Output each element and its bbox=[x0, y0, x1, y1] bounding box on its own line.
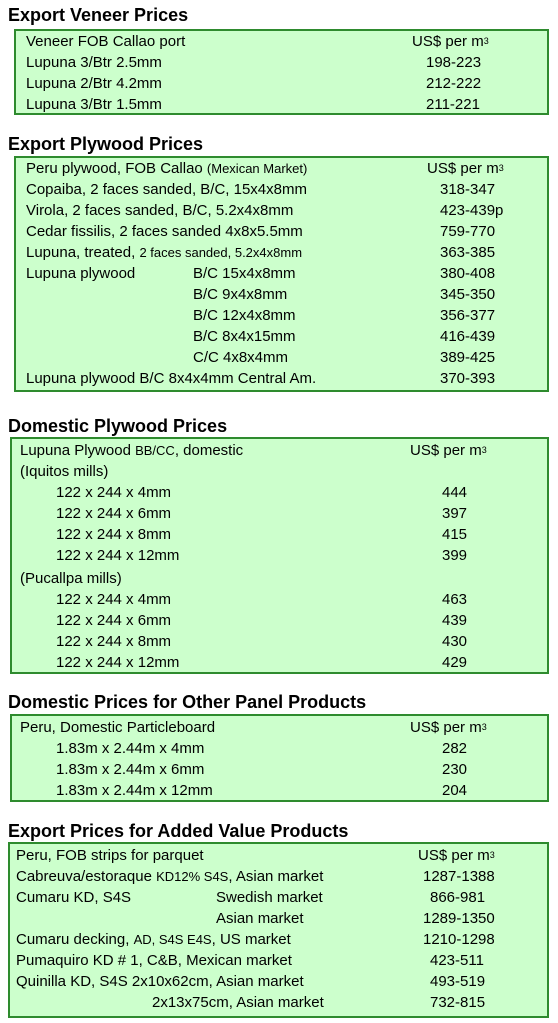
header-unit: US$ per m 3 bbox=[410, 442, 487, 459]
table-row: Lupuna 2/Btr 4.2mm 212-222 bbox=[26, 75, 482, 92]
table-header bbox=[16, 31, 547, 52]
table-row: 2x13x75cm, Asian market 732-815 bbox=[152, 994, 486, 1011]
veneer-title: Export Veneer Prices bbox=[8, 5, 189, 25]
table-row: 122 x 244 x 6mm 397 bbox=[56, 505, 468, 522]
table-row: 1.83m x 2.44m x 4mm 282 bbox=[56, 740, 468, 757]
added-value-title: Export Prices for Added Value Products bbox=[8, 821, 349, 841]
table-row: 122 x 244 x 8mm 415 bbox=[56, 526, 468, 543]
table-row: 122 x 244 x 6mm 439 bbox=[56, 612, 468, 629]
table-row: Lupuna 3/Btr 2.5mm 198-223 bbox=[26, 54, 482, 71]
table-row: Lupuna plywood B/C 15x4x8mm 380-408 bbox=[26, 265, 496, 282]
table-header bbox=[16, 158, 547, 179]
group-label: (Iquitos mills) bbox=[20, 463, 109, 480]
table-row: C/C 4x8x4mm 389-425 bbox=[193, 349, 496, 366]
header-unit: US$ per m 3 bbox=[418, 847, 495, 864]
table-row: Pumaquiro KD # 1, C&B, Mexican market 423-511 bbox=[16, 952, 484, 969]
header-unit: US$ per m 3 bbox=[412, 33, 489, 50]
added-value-table bbox=[8, 842, 549, 1018]
domestic-plywood-title: Domestic Plywood Prices bbox=[8, 416, 228, 436]
table-row: 122 x 244 x 8mm 430 bbox=[56, 633, 468, 650]
group-label: (Pucallpa mills) bbox=[20, 570, 122, 587]
header-label: Veneer FOB Callao port bbox=[26, 33, 186, 50]
table-row: 122 x 244 x 12mm 429 bbox=[56, 654, 468, 671]
table-row: Asian market 1289-1350 bbox=[216, 910, 495, 927]
table-row: Lupuna plywood B/C 8x4x4mm Central Am. 370-393 bbox=[26, 370, 496, 387]
table-row: Cedar fissilis, 2 faces sanded 4x8x5.5mm 759-770 bbox=[26, 223, 496, 240]
export-plywood-title: Export Plywood Prices bbox=[8, 134, 204, 154]
table-header bbox=[12, 440, 547, 461]
header-label: Lupuna Plywood BB/CC, domestic bbox=[20, 442, 244, 459]
other-panels-table bbox=[10, 714, 549, 802]
table-row: Cumaru KD, S4S Swedish market 866-981 bbox=[16, 889, 486, 906]
table-row: 122 x 244 x 4mm 444 bbox=[56, 484, 468, 501]
header-unit: US$ per m 3 bbox=[427, 160, 504, 177]
table-row: Lupuna, treated, 2 faces sanded, 5.2x4x8mm 363-385 bbox=[26, 244, 496, 261]
domestic-plywood-table bbox=[10, 437, 549, 674]
table-header: Peru, FOB strips for parquet US$ per m 3 bbox=[16, 847, 495, 864]
table-row: Quinilla KD, S4S 2x10x62cm, Asian market 493-519 bbox=[16, 973, 486, 990]
table-row: 1.83m x 2.44m x 12mm 204 bbox=[56, 782, 468, 799]
table-row: Copaiba, 2 faces sanded, B/C, 15x4x8mm 318-347 bbox=[26, 181, 496, 198]
table-row: B/C 9x4x8mm 345-350 bbox=[193, 286, 496, 303]
table-header: Peru, Domestic Particleboard US$ per m 3 bbox=[20, 719, 487, 736]
export-plywood-table bbox=[14, 156, 549, 392]
table-row: 122 x 244 x 12mm 399 bbox=[56, 547, 468, 564]
table-row: Lupuna 3/Btr 1.5mm 211-221 bbox=[26, 96, 480, 113]
header-label: Peru plywood, FOB Callao (Mexican Market) bbox=[26, 160, 308, 177]
header-unit: US$ per m 3 bbox=[410, 719, 487, 736]
table-row: Cumaru decking, AD, S4S E4S, US market 1210-1298 bbox=[16, 931, 495, 948]
table-row: Cabreuva/estoraque KD12% S4S, Asian market 1287-1388 bbox=[16, 868, 495, 885]
veneer-table bbox=[14, 29, 549, 115]
table-row: B/C 12x4x8mm 356-377 bbox=[193, 307, 496, 324]
table-row: Virola, 2 faces sanded, B/C, 5.2x4x8mm 423-439p bbox=[26, 202, 504, 219]
other-panels-title: Domestic Prices for Other Panel Products bbox=[8, 692, 367, 712]
table-row: 122 x 244 x 4mm 463 bbox=[56, 591, 468, 608]
table-row: B/C 8x4x15mm 416-439 bbox=[193, 328, 496, 345]
table-row: 1.83m x 2.44m x 6mm 230 bbox=[56, 761, 468, 778]
